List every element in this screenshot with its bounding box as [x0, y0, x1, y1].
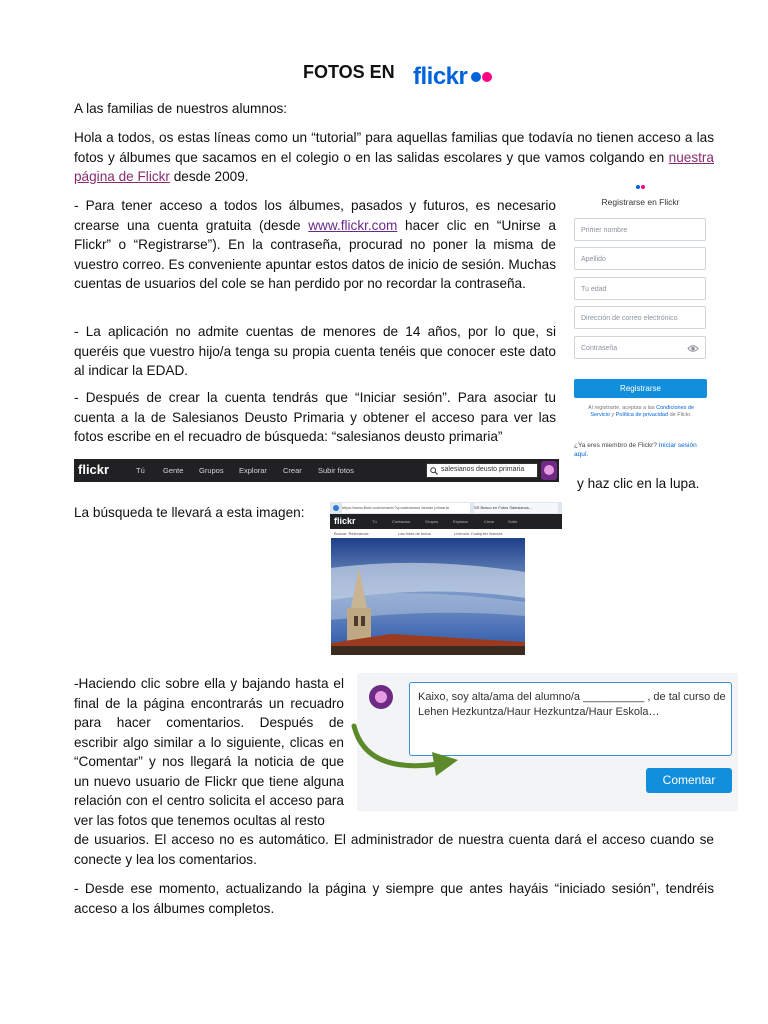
browser-tab[interactable]: SS Bosco en Fotos Salesianos... — [474, 503, 558, 513]
browser-flickr-nav — [330, 514, 562, 529]
email-field[interactable]: Dirección de correo electrónico — [574, 306, 706, 329]
first-name-field[interactable]: Primer nombre — [574, 218, 706, 241]
search-lead: La búsqueda te llevará a esta imagen: — [74, 505, 305, 520]
member-text — [574, 441, 707, 459]
age-field[interactable]: Tu edad — [574, 277, 706, 300]
privacy-link[interactable]: Política de privacidad — [615, 412, 669, 418]
filter-sort[interactable]: Buscar: Relevancia — [334, 531, 369, 536]
paragraph-search: - Después de crear la cuenta tendrás que “Iniciar sesión”. Para asociar tu cuenta a la de Salesianos Deusto Primaria y obtener el acceso para ver las fotos escribe en el recuadro de búsqueda: “salesianos deusto primaria” — [74, 390, 556, 444]
browser-filters — [330, 529, 562, 538]
paragraph-age: - La aplicación no admite cuentas de menores de 14 años, por lo que, si queréis que vuestro hijo/a tenga su propia cuenta tenéis que conocer este dato al indicar la EDAD. — [74, 324, 556, 378]
comment-button[interactable]: Comentar — [646, 768, 732, 793]
browser-nav-contacts[interactable]: Contactos — [392, 519, 411, 524]
last-name-field[interactable]: Apellido — [574, 247, 706, 270]
browser-nav-groups[interactable]: Grupos — [425, 519, 439, 524]
browser-nav-upload[interactable]: Subir — [508, 519, 518, 524]
terms-suffix: de Flickr. — [668, 412, 692, 418]
browser-nav-you[interactable]: Tú — [372, 519, 377, 524]
avatar[interactable] — [541, 461, 557, 480]
page-title: FOTOS EN — [303, 62, 395, 82]
flickr-search-bar — [74, 459, 559, 482]
nav-explore[interactable]: Explorar — [239, 466, 267, 475]
para1-text: - Para tener acceso a todos los álbumes, pasados y futuros, es necesario crearse una cuenta gratuita (desde — [74, 198, 556, 233]
curved-arrow-icon — [346, 722, 466, 778]
flickr-blue-dot-icon — [636, 185, 640, 189]
back-icon[interactable] — [333, 505, 339, 511]
intro-text-end: desde 2009. — [169, 169, 249, 184]
flickr-bar-logo[interactable]: flickr — [78, 462, 110, 477]
intro-text: Hola a todos, os estas líneas como un “tutorial” para aquellas familias que todavía no tienen acceso a las fotos y álbumes que sacamos en el colegio o en las salidas escolares y que vamos colgando en — [74, 130, 714, 165]
filter-license[interactable]: Licencia: Cualquier licencia — [454, 531, 503, 536]
signup-title: Registrarse en Flickr — [601, 197, 680, 207]
browser-addressbar — [330, 502, 562, 514]
flickr-url-link[interactable]: www.flickr.com — [308, 217, 398, 233]
nav-create[interactable]: Crear — [283, 466, 302, 475]
password-placeholder: Contraseña — [581, 345, 618, 352]
nav-people[interactable]: Gente — [163, 466, 184, 475]
comment-line-2: Lehen Hezkuntza/Haur Hezkuntza/Haur Eskola… — [418, 706, 660, 718]
terms-link[interactable]: Condiciones de Servicio — [590, 405, 695, 418]
nav-you[interactable]: Tú — [136, 466, 145, 475]
after-bar-text: y haz clic en la lupa. — [577, 476, 700, 491]
greeting: A las familias de nuestros alumnos: — [74, 101, 288, 116]
terms-mid: y — [609, 412, 616, 418]
paragraph-final: - Desde ese momento, actualizando la página y siempre que antes hayáis “iniciado sesión”, tendréis acceso a los álbumes completos. — [74, 881, 714, 916]
browser-screenshot — [330, 502, 562, 655]
avatar-face-icon — [544, 465, 554, 475]
nav-groups[interactable]: Grupos — [199, 466, 224, 475]
avatar-face-icon — [375, 691, 387, 703]
flickr-pink-dot-icon — [641, 185, 645, 189]
para1-text-end: hacer clic en “Unirse a Flickr” o “Registrarse”). En la contraseña, procurad no poner la misma de vuestro correo. Es conveniente apuntar estos datos de inicio de sesión. Muchas cuentas de usuarios del cole se han perdido por no recordar la contraseña. — [74, 217, 556, 291]
filter-owner[interactable]: Las fotos de todos — [398, 531, 431, 536]
paragraph-comment-cont: de usuarios. El acceso no es automático. El administrador de nuestra cuenta dará el acceso cuando se conecte y lea los comentarios. — [74, 832, 714, 867]
member-prefix: ¿Ya eres miembro de Flickr? — [574, 442, 659, 449]
terms-text — [582, 405, 700, 419]
search-input[interactable] — [426, 463, 538, 478]
commenter-avatar — [369, 685, 393, 709]
flickr-blue-dot-icon — [471, 72, 481, 82]
church-photo[interactable] — [331, 538, 525, 655]
nav-upload[interactable]: Subir fotos — [318, 466, 354, 475]
url-field[interactable]: https://www.flickr.com/search/?q=salesianos deusto primaria — [342, 503, 470, 513]
paragraph-account — [74, 196, 556, 294]
comment-line-1: Kaixo, soy alta/ama del alumno/a __________ , de tal curso de — [418, 691, 726, 703]
password-field[interactable] — [574, 336, 706, 359]
browser-nav-explore[interactable]: Explorar — [453, 519, 468, 524]
flickr-page-link[interactable]: nuestra página de Flickr — [74, 149, 714, 184]
flickr-pink-dot-icon — [482, 72, 492, 82]
browser-flickr-logo[interactable]: flickr — [334, 516, 356, 526]
paragraph-comment: -Haciendo clic sobre ella y bajando hasta el final de la página encontrarás un recuadro para hacer comentarios. Después de escribir algo similar a lo siguiente, clicas en “Comentar” y nos llegará la noticia de que un nuevo usuario de Flickr que tiene alguna relación con el centro solicita el acceso para ver las fotos que tenemos ocultas al resto — [74, 676, 344, 828]
search-icon[interactable] — [430, 467, 438, 475]
flickr-logo — [413, 63, 492, 91]
search-value: salesianos deusto primaria — [441, 466, 525, 473]
browser-nav-create[interactable]: Crear — [484, 519, 495, 524]
register-button[interactable]: Registrarse — [574, 379, 707, 398]
comment-text — [418, 690, 726, 720]
login-link[interactable]: Iniciar sesión aquí. — [574, 442, 697, 458]
terms-prefix: Al registrarte, aceptas a las — [587, 405, 657, 411]
flickr-logo-text: flickr — [413, 63, 468, 90]
eye-icon[interactable] — [687, 344, 699, 353]
intro-paragraph — [74, 128, 714, 187]
